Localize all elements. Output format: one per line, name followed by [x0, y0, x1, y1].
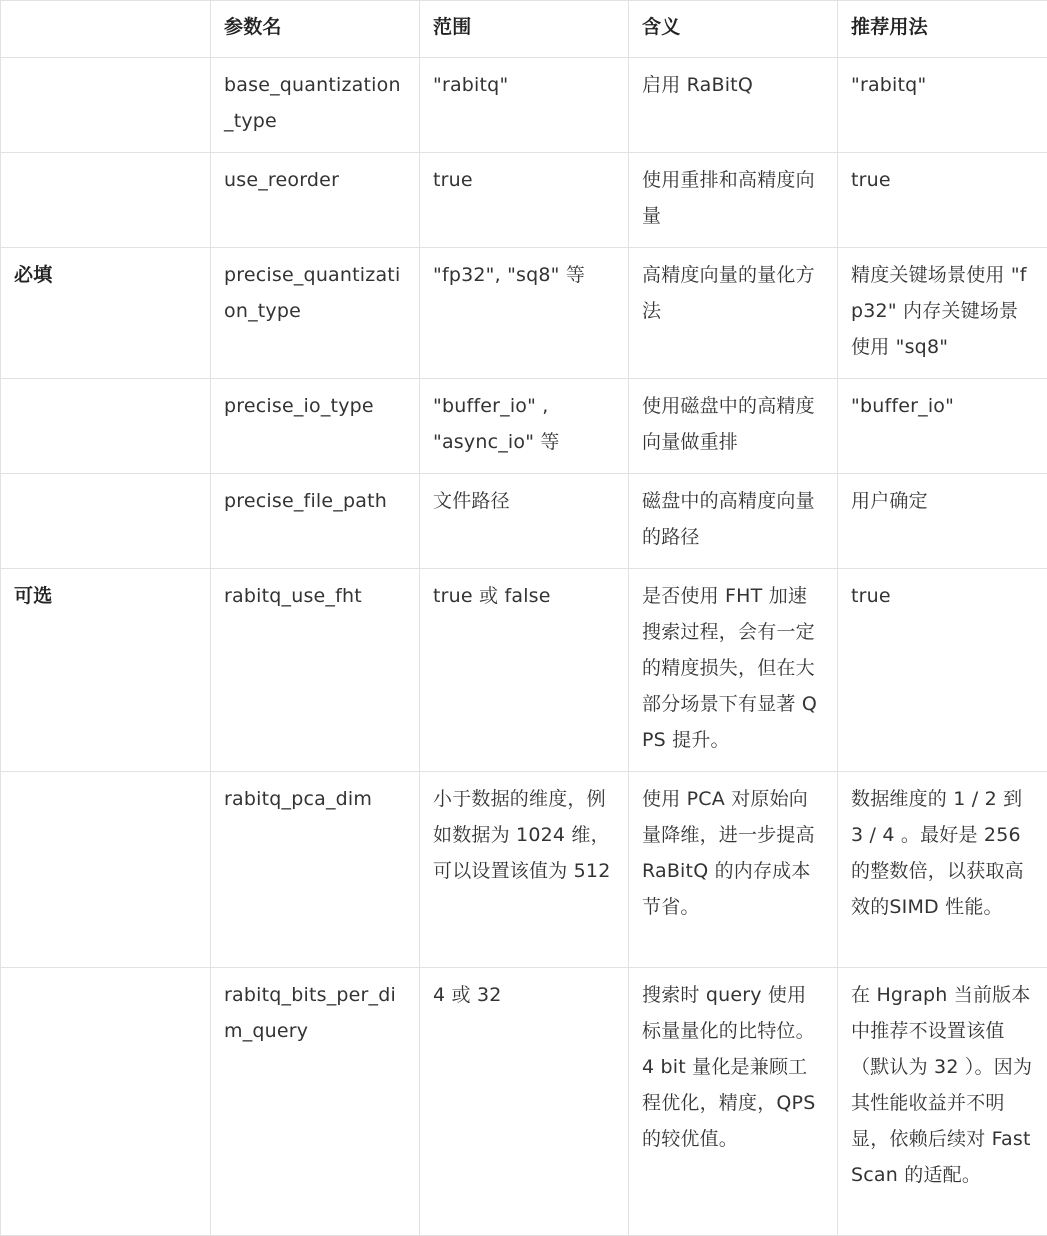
- param-name-cell: precise_io_type: [211, 379, 420, 474]
- meaning-cell: 使用磁盘中的高精度向量做重排: [629, 379, 838, 474]
- usage-cell: 用户确定: [838, 474, 1047, 569]
- group-cell: [1, 474, 211, 569]
- table-row: [1, 474, 1047, 569]
- group-cell: [1, 968, 211, 1236]
- header-meaning: 含义: [629, 1, 838, 58]
- range-cell: "rabitq": [420, 58, 629, 153]
- meaning-cell: 搜索时 query 使用标量量化的比特位。4 bit 量化是兼顾工程优化，精度，QPS 的较优值。: [629, 968, 838, 1236]
- table-row: [1, 772, 1047, 968]
- usage-cell: "buffer_io": [838, 379, 1047, 474]
- meaning-cell: 磁盘中的高精度向量的路径: [629, 474, 838, 569]
- meaning-cell: 使用重排和高精度向量: [629, 153, 838, 248]
- param-name-cell: base_quantization_type: [211, 58, 420, 153]
- param-name-cell: rabitq_pca_dim: [211, 772, 420, 968]
- range-cell: 文件路径: [420, 474, 629, 569]
- range-cell: "buffer_io" , "async_io" 等: [420, 379, 629, 474]
- table-row: [1, 248, 1047, 379]
- usage-cell: 数据维度的 1 / 2 到 3 / 4 。最好是 256 的整数倍，以获取高效的SIMD 性能。: [838, 772, 1047, 968]
- usage-cell: 精度关键场景使用 "fp32" 内存关键场景使用 "sq8": [838, 248, 1047, 379]
- table-row: [1, 379, 1047, 474]
- usage-cell: true: [838, 569, 1047, 772]
- table-row: [1, 968, 1047, 1236]
- range-cell: true: [420, 153, 629, 248]
- table-header-row: [1, 1, 1047, 58]
- group-cell: [1, 772, 211, 968]
- header-group: [1, 1, 211, 58]
- meaning-cell: 启用 RaBitQ: [629, 58, 838, 153]
- param-name-cell: rabitq_bits_per_dim_query: [211, 968, 420, 1236]
- param-name-cell: rabitq_use_fht: [211, 569, 420, 772]
- header-param-name: 参数名: [211, 1, 420, 58]
- range-cell: true 或 false: [420, 569, 629, 772]
- group-cell: [1, 153, 211, 248]
- meaning-cell: 是否使用 FHT 加速搜索过程，会有一定的精度损失，但在大部分场景下有显著 QPS 提升。: [629, 569, 838, 772]
- group-cell: 可选: [1, 569, 211, 772]
- usage-cell: 在 Hgraph 当前版本中推荐不设置该值（默认为 32 ）。因为其性能收益并不明显，依赖后续对 FastScan 的适配。: [838, 968, 1047, 1236]
- meaning-cell: 使用 PCA 对原始向量降维，进一步提高 RaBitQ 的内存成本节省。: [629, 772, 838, 968]
- param-name-cell: precise_file_path: [211, 474, 420, 569]
- group-cell: [1, 58, 211, 153]
- group-cell: [1, 379, 211, 474]
- usage-cell: "rabitq": [838, 58, 1047, 153]
- header-usage: 推荐用法: [838, 1, 1047, 58]
- table-row: [1, 569, 1047, 772]
- param-name-cell: use_reorder: [211, 153, 420, 248]
- group-cell: 必填: [1, 248, 211, 379]
- header-range: 范围: [420, 1, 629, 58]
- usage-cell: true: [838, 153, 1047, 248]
- meaning-cell: 高精度向量的量化方法: [629, 248, 838, 379]
- param-name-cell: precise_quantization_type: [211, 248, 420, 379]
- table-row: [1, 58, 1047, 153]
- range-cell: 4 或 32: [420, 968, 629, 1236]
- range-cell: 小于数据的维度，例如数据为 1024 维，可以设置该值为 512: [420, 772, 629, 968]
- range-cell: "fp32", "sq8" 等: [420, 248, 629, 379]
- table-row: [1, 153, 1047, 248]
